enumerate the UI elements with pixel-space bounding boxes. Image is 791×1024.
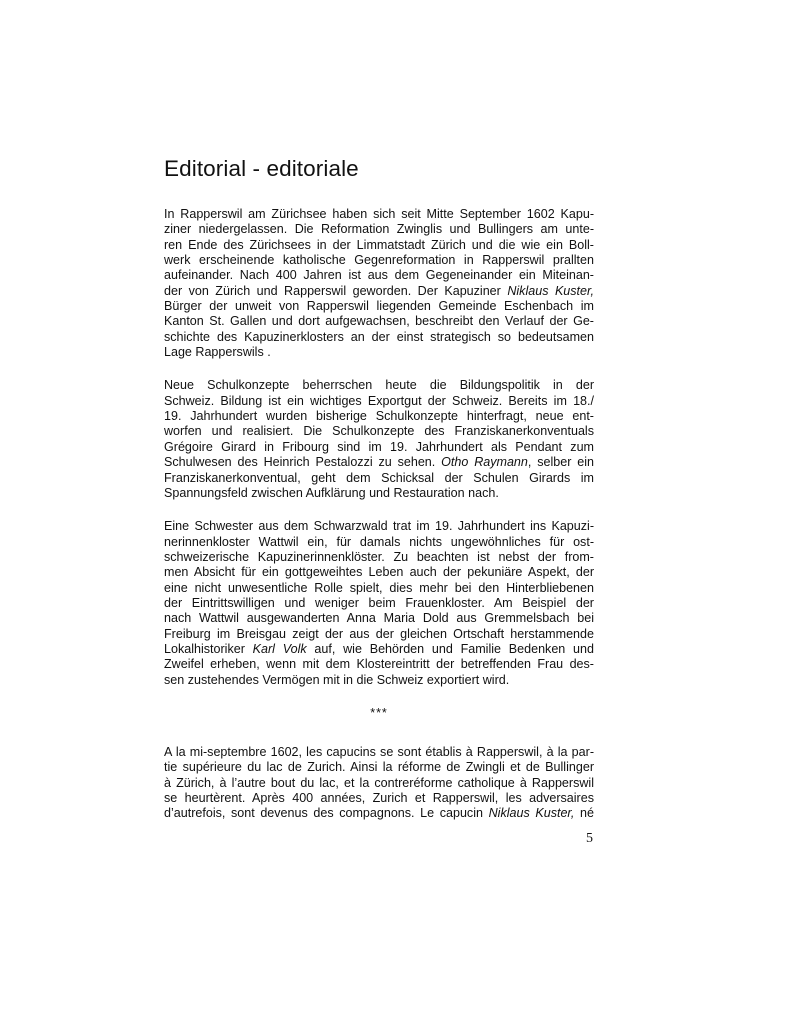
text-line: d’autrefois, sont devenus des compagnons. Le capucin Niklaus Kuster, né bbox=[164, 806, 594, 821]
text-line: tie supérieure du lac de Zurich. Ainsi la réforme de Zwingli et de Bullinger bbox=[164, 760, 594, 775]
text-line: à Zürich, à l’autre bout du lac, et la contreréforme catholique à Rapperswil bbox=[164, 775, 594, 790]
italic-name: Niklaus Kuster, bbox=[507, 283, 594, 298]
paragraph-rapperswil bbox=[164, 207, 594, 360]
text-line: Neue Schulkonzepte beherrschen heute die Bildungspolitik in der bbox=[164, 378, 594, 393]
text-line: A la mi-septembre 1602, les capucins se sont établis à Rapperswil, à la par- bbox=[164, 744, 594, 759]
text-line: Bürger der unweit von Rapperswil liegenden Gemeinde Eschenbach im bbox=[164, 299, 594, 314]
paragraph-french bbox=[164, 745, 594, 822]
text-line: Spannungsfeld zwischen Aufklärung und Restauration nach. bbox=[164, 485, 499, 500]
italic-name: Otho Raymann bbox=[441, 455, 528, 470]
paragraph-schulkonzepte bbox=[164, 378, 594, 501]
text-line: Zweifel erheben, wenn mit dem Klostereintritt der betreffenden Frau des- bbox=[164, 657, 594, 672]
text-line: Eine Schwester aus dem Schwarzwald trat im 19. Jahrhundert ins Kapuzi- bbox=[164, 519, 594, 534]
text-line: nach Wattwil ausgewanderten Anna Maria Dold aus Gremmelsbach bei bbox=[164, 611, 594, 626]
text-line: werk erscheinende katholische Gegenreformation in Rapperswil prallten bbox=[164, 253, 594, 268]
text-line: se heurtèrent. Après 400 années, Zurich et Rapperswil, les adversaires bbox=[164, 791, 594, 805]
text-line: Freiburg im Breisgau zeigt der aus der gleichen Ortschaft herstammende bbox=[164, 626, 594, 641]
article-body bbox=[164, 207, 594, 840]
text-line: worfen und realisiert. Die Schulkonzepte des Franziskanerkonventuals bbox=[164, 424, 594, 439]
text-line: Kanton St. Gallen und dort aufgewachsen, beschreibt den Verlauf der Ge- bbox=[164, 314, 594, 329]
italic-name: Niklaus Kuster, bbox=[488, 806, 575, 821]
text-line: sen zustehendes Vermögen mit in die Schweiz exportiert wird. bbox=[164, 672, 510, 687]
text-line: eine nicht unwesentliche Rolle spielt, dies mehr bei den Hinterbliebenen bbox=[164, 580, 594, 595]
text-line: ziner niedergelassen. Die Reformation Zwinglis und Bullingers am unte- bbox=[164, 222, 594, 237]
section-separator: *** bbox=[370, 705, 388, 720]
text-line: nerinnenkloster Wattwil ein, für damals nichts ungewöhnliches für ost- bbox=[164, 534, 594, 549]
text-line: Lokalhistoriker Karl Volk auf, wie Behörden und Familie Bedenken und bbox=[164, 641, 594, 656]
italic-name: Karl Volk bbox=[252, 641, 307, 656]
page-number: 5 bbox=[586, 831, 593, 846]
text-line: 19. Jahrhundert wurden bisherige Schulkonzepte hinterfragt, neue ent- bbox=[164, 409, 594, 424]
text-line: men Absicht für ein gottgeweihtes Leben auch der pekuniäre Aspekt, der bbox=[164, 565, 594, 580]
text-line: In Rapperswil am Zürichsee haben sich seit Mitte September 1602 Kapu- bbox=[164, 207, 594, 221]
text-line: Schweiz. Bildung ist ein wichtiges Exportgut der Schweiz. Bereits im 18./ bbox=[164, 393, 594, 408]
paragraph-schwester bbox=[164, 519, 594, 688]
page-title: Editorial - editoriale bbox=[164, 156, 359, 181]
text-line: Franziskanerkonventual, geht dem Schicksal der Schulen Girards im bbox=[164, 470, 594, 485]
text-line: Lage Rapperswils . bbox=[164, 345, 271, 360]
text-line: Schulwesen des Heinrich Pestalozzi zu sehen. Otho Raymann, selber ein bbox=[164, 455, 595, 470]
text-line: Grégoire Girard in Fribourg sind im 19. Jahrhundert als Pendant zum bbox=[164, 439, 594, 454]
text-line: der von Zürich und Rapperswil geworden. Der Kapuziner Niklaus Kuster, bbox=[164, 283, 594, 298]
text-line: der Eintrittswilligen und weniger beim Frauenkloster. Am Beispiel der bbox=[164, 595, 594, 610]
text-line: schweizerische Kapuzinerinnenklöster. Zu beachten ist nebst der from- bbox=[164, 549, 594, 564]
text-line: aufeinander. Nach 400 Jahren ist aus dem Gegeneinander ein Miteinan- bbox=[164, 268, 594, 283]
text-line: ren Ende des Zürichsees in der Limmatstadt Zürich und die wie ein Boll- bbox=[164, 237, 594, 252]
text-line: schichte des Kapuzinerklosters an der einst strategisch so bedeutsamen bbox=[164, 329, 594, 344]
